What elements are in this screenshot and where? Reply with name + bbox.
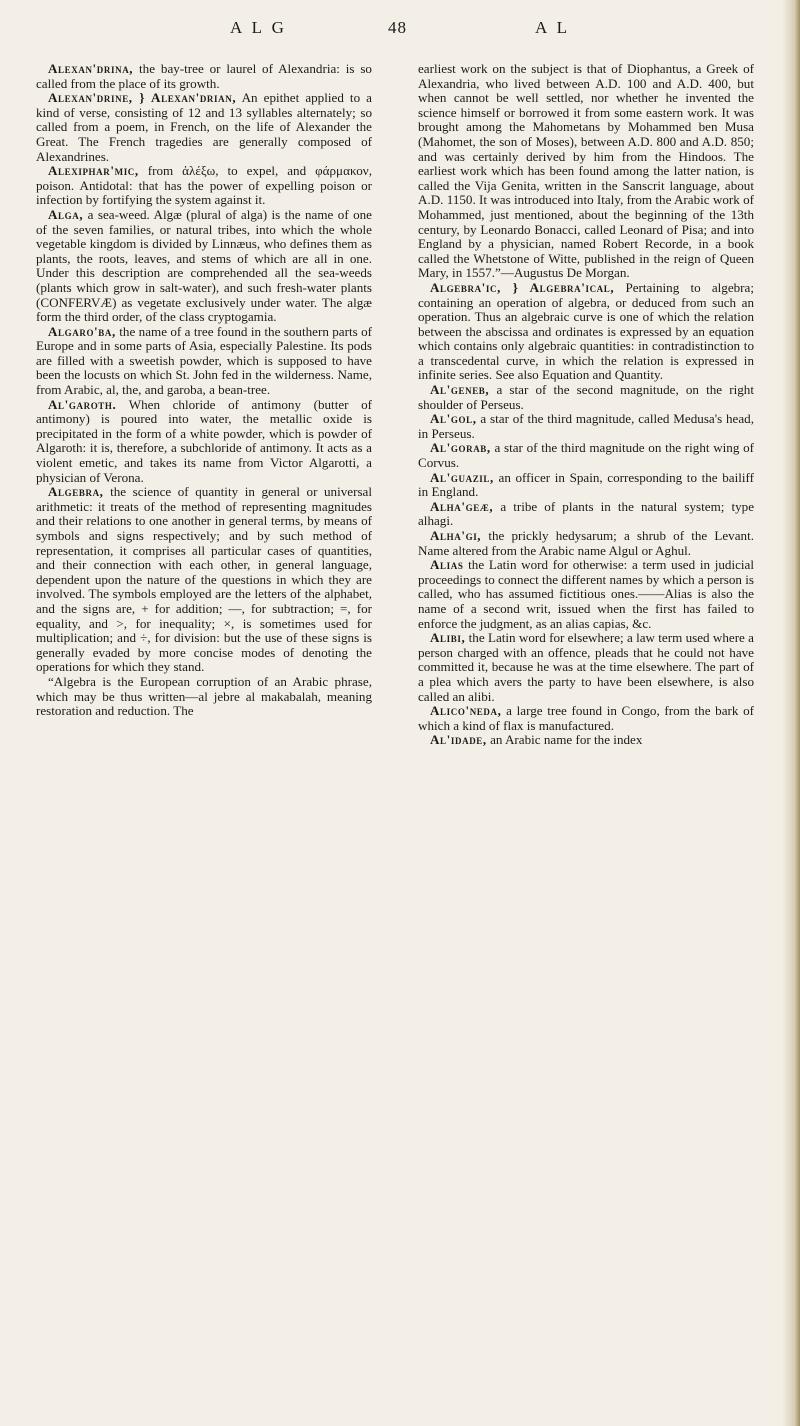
page-edge-shadow bbox=[782, 0, 800, 1426]
entry-headword: Al'guazil, bbox=[430, 469, 494, 485]
entry-headword: Al'gorab, bbox=[430, 440, 491, 456]
entry-headword: Alha'geæ, bbox=[430, 498, 494, 514]
dictionary-entry bbox=[418, 704, 754, 733]
dictionary-entry bbox=[418, 500, 754, 529]
dictionary-entry bbox=[418, 383, 754, 412]
entry-definition: the Latin word for elsewhere; a law term used where a person charged with an offence, pleads that he could not have committed it, because he was at the time elsewhere. The part of a plea which avers the party to have been elsewhere, is also called an alibi. bbox=[418, 630, 754, 704]
header-left-guide: A L G bbox=[230, 18, 287, 37]
dictionary-entry bbox=[418, 529, 754, 558]
dictionary-entry bbox=[36, 62, 372, 91]
entry-definition: An epithet applied to a kind of verse, consisting of 12 and 13 syllables alternately; so called from a poem, in French, on the life of Alexander the Great. The French tragedies are generally composed of Alexandrines. bbox=[36, 90, 372, 164]
entry-definition: a large tree found in Congo, from the bark of which a kind of flax is manufactured. bbox=[418, 703, 755, 733]
entry-definition: earliest work on the subject is that of Diophantus, a Greek of Alexandria, who lived between A.D. 100 and A.D. 400, but when cannot be well settled, nor whether he invented the science himself or borrowed it from some eastern work. It was brought among the Mahometans by Mohammed ben Musa (Mahomet, the son of Moses), between A.D. 800 and A.D. 850; and was certainly derived by him from the Hindoos. The earliest work which has been found among the latter nation, is called the Vija Genita, written in the Sanscrit language, about A.D. 1150. It was introduced into Italy, from the Arabic work of Mohammed, just mentioned, about the beginning of the 13th century, by Leonardo Bonacci, called Leonard of Pisa; and into England by a physician, named Robert Recorde, in a book called the Whetstone of Witte, published in the reign of Queen Mary, in 1557.”—Augustus De Morgan. bbox=[418, 61, 754, 281]
page-number: 48 bbox=[388, 18, 407, 37]
entry-definition: a tribe of plants in the natural system; type alhagi. bbox=[418, 498, 754, 529]
entry-headword: Alga, bbox=[48, 206, 84, 222]
entry-definition: a star of the second magnitude, on the right shoulder of Perseus. bbox=[418, 382, 754, 412]
header-right-guide: A L bbox=[535, 18, 570, 37]
entry-headword: Alexan'drine, } Alexan'drian, bbox=[48, 90, 237, 106]
entry-definition: When chloride of antimony (butter of antimony) is poured into water, the metallic oxide is precipitated in the form of a white powder, which is powder of Algaroth: it is, therefore, a subchloride of antimony. It acts as a violent emetic, and takes its name from Victor Algarotti, a physician of Verona. bbox=[36, 396, 372, 485]
running-header bbox=[0, 18, 800, 46]
entry-definition: the prickly hedysarum; a shrub of the Levant. Name altered from the Arabic name Algul or Aghul. bbox=[418, 528, 754, 558]
dictionary-entry bbox=[36, 208, 372, 325]
entry-headword: Al'idade, bbox=[430, 732, 487, 748]
dictionary-entry bbox=[36, 675, 372, 719]
entry-headword: Alha'gi, bbox=[430, 528, 482, 543]
entry-definition: Pertaining to algebra; containing an operation of algebra, or deduced from such an operation. Thus an algebraic curve is one of which the relation between the abscissa and ordinates is expressed by an equation which contains only algebraic quantities: in contradistinction to a transcedental curve, in which the relation is expressed in infinite series. See also Equation and Quantity. bbox=[418, 279, 754, 383]
dictionary-entry bbox=[418, 733, 754, 748]
entry-definition: a star of the third magnitude on the right wing of Corvus. bbox=[418, 440, 754, 471]
entry-headword: Alexiphar'mic, bbox=[48, 163, 139, 179]
entry-definition: the science of quantity in general or universal arithmetic: it treats of the method of representing magnitudes and their relations to one another in general terms, by means of symbols and signs respectively; and by such method of representation, it comprises all particular cases of quantities, and their connection with each other, in general language, dependent upon the nature of the questions in which they are involved. The symbols employed are the letters of the alphabet, and the signs are, + for addition; —, for subtraction; =, for equality, and >, for inequality; ×, is sometimes used for multiplication; and ÷, for division: but the use of these signs is generally evaded by more concise modes of denoting the operations for which they stand. bbox=[36, 484, 372, 675]
dictionary-entry bbox=[418, 631, 754, 704]
entry-definition: a star of the third magnitude, called Medusa's head, in Perseus. bbox=[418, 411, 754, 441]
dictionary-entry bbox=[418, 471, 754, 500]
entry-definition: “Algebra is the European corruption of an Arabic phrase, which may be thus written—al jebre al makabalah, meaning restoration and reduction. The bbox=[36, 673, 372, 719]
entry-definition: an Arabic name for the index bbox=[490, 732, 643, 748]
dictionary-entry bbox=[36, 398, 372, 486]
entry-headword: Alico'neda, bbox=[430, 703, 502, 719]
entry-definition: an officer in Spain, corresponding to the bailiff in England. bbox=[418, 469, 754, 500]
entry-definition: the Latin word for otherwise: a term used in judicial proceedings to connect the different names by which a person is called, who has assumed fictitious ones.——Alias is also the name of a second writ, issued when the first has failed to enforce the judgment, as an alias capias, &c. bbox=[418, 557, 754, 631]
entry-definition: from ἀλέξω, to expel, and φάρμακον, poison. Antidotal: that has the power of expelling poison or infection by fortifying the system against it. bbox=[36, 163, 372, 208]
dictionary-entry bbox=[36, 325, 372, 398]
left-column bbox=[36, 62, 372, 719]
dictionary-entry bbox=[418, 558, 754, 631]
entry-headword: Al'garoth. bbox=[48, 396, 117, 412]
dictionary-entry bbox=[418, 281, 754, 383]
entry-definition: the bay-tree or laurel of Alexandria: is so called from the place of its growth. bbox=[36, 61, 372, 91]
dictionary-entry bbox=[418, 412, 754, 441]
right-column bbox=[418, 62, 754, 748]
entry-headword: Alexan'drina, bbox=[48, 61, 134, 76]
dictionary-entry bbox=[36, 91, 372, 164]
dictionary-entry bbox=[36, 164, 372, 208]
entry-definition: a sea-weed. Algæ (plural of alga) is the name of one of the seven families, or natural tribes, into which the whole vegetable kingdom is divided by Linnæus, who defines them as plants, the roots, leaves, and stems of which are all in one. Under this description are comprehended all the sea-weeds (plants which grow in salt-water), and such fresh-water plants (CONFERVÆ) as vegetate exclusively under water. The algæ form the third order, of the class cryptogamia. bbox=[36, 206, 372, 325]
dictionary-entry bbox=[418, 441, 754, 470]
dictionary-entry bbox=[418, 62, 754, 281]
entry-definition: the name of a tree found in the southern parts of Europe and in some parts of Asia, especially Palestine. Its pods are filled with a sweetish powder, which is supposed to have been the locusts on which St. John fed in the wilderness. Name, from Arabic, al, the, and garoba, a bean-tree. bbox=[36, 323, 372, 398]
entry-headword: Algebra, bbox=[48, 484, 104, 500]
dictionary-entry bbox=[36, 485, 372, 675]
entry-headword: Al'gol, bbox=[430, 411, 477, 427]
entry-headword: Alias bbox=[430, 557, 464, 573]
entry-headword: Al'geneb, bbox=[430, 382, 490, 398]
entry-headword: Alibi, bbox=[430, 630, 466, 646]
entry-headword: Algaro'ba, bbox=[48, 323, 116, 339]
entry-headword: Algebra'ic, } Algebra'ical, bbox=[430, 279, 615, 295]
